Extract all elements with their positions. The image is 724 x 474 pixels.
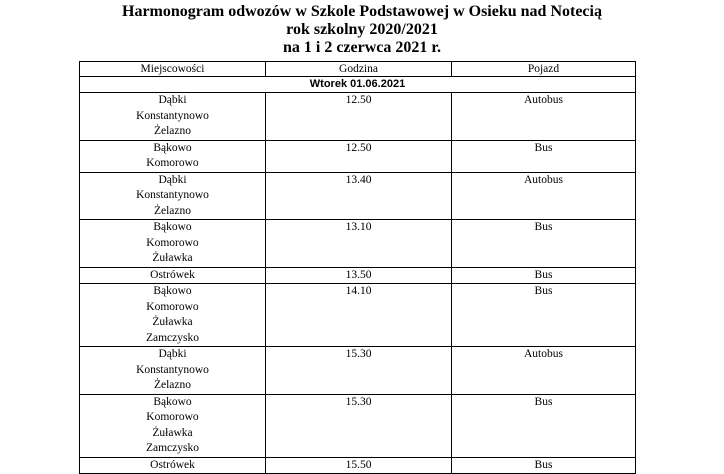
vehicle-cell: Bus [452, 394, 636, 457]
place-name: Żuławka [152, 426, 193, 439]
date-range-subtitle: na 1 i 2 czerwca 2021 r. [282, 39, 442, 56]
table-row [80, 457, 636, 474]
table-row [80, 394, 636, 457]
places-cell [80, 457, 266, 474]
places-cell [80, 267, 266, 284]
place-name: Dąbki [158, 348, 187, 360]
time-cell: 13.10 [266, 220, 452, 268]
places-cell [80, 140, 266, 172]
place-name: Bąkowo [153, 395, 192, 408]
table-row [80, 347, 636, 395]
places-cell [80, 93, 266, 141]
place-name: Zamczysko [145, 442, 199, 454]
time-cell: 12.50 [266, 140, 452, 172]
place-name: Komorowo [146, 300, 199, 313]
place-name: Żelazno [153, 379, 192, 391]
table-row [80, 284, 636, 347]
place-name: Ostrówek [150, 458, 195, 471]
places-cell [80, 394, 266, 457]
table-row [80, 140, 636, 172]
vehicle-cell: Autobus [452, 172, 636, 220]
day-heading-row [80, 77, 636, 93]
time-cell: 15.50 [266, 457, 452, 474]
vehicle-cell: Bus [452, 267, 636, 284]
place-name: Żuławka [152, 316, 193, 328]
place-name: Komorowo [146, 411, 199, 423]
school-year-subtitle: rok szkolny 2020/2021 [286, 21, 438, 38]
column-header-places: Miejscowości [80, 62, 266, 77]
table-header-row [80, 62, 636, 77]
column-header-time: Godzina [266, 62, 452, 77]
place-name: Żelazno [153, 204, 192, 217]
places-cell [80, 284, 266, 347]
time-cell: 15.30 [266, 347, 452, 395]
vehicle-cell: Bus [452, 140, 636, 172]
place-name: Dąbki [158, 173, 187, 186]
places-cell [80, 172, 266, 220]
document-title: Harmonogram odwozów w Szkole Podstawowej w Osieku nad Notecią [122, 3, 602, 20]
table-row [80, 267, 636, 284]
place-name: Komorowo [146, 157, 199, 169]
vehicle-cell: Bus [452, 457, 636, 474]
place-name: Bąkowo [153, 141, 192, 154]
places-cell [80, 220, 266, 268]
vehicle-cell: Bus [452, 220, 636, 268]
time-cell: 13.40 [266, 172, 452, 220]
place-name: Zamczysko [145, 331, 199, 344]
table-row [80, 172, 636, 220]
place-name: Ostrówek [150, 268, 195, 281]
place-name: Dąbki [158, 94, 187, 106]
place-name: Konstantynowo [136, 363, 209, 376]
schedule-table [79, 61, 636, 474]
column-header-vehicle: Pojazd [452, 62, 636, 77]
time-cell: 12.50 [266, 93, 452, 141]
day-heading: Wtorek 01.06.2021 [80, 77, 636, 93]
vehicle-cell: Bus [452, 284, 636, 347]
place-name: Bąkowo [153, 285, 192, 297]
time-cell: 13.50 [266, 267, 452, 284]
places-cell [80, 347, 266, 395]
table-row [80, 220, 636, 268]
vehicle-cell: Autobus [452, 347, 636, 395]
place-name: Konstantynowo [136, 109, 209, 122]
place-name: Konstantynowo [136, 189, 209, 201]
place-name: Komorowo [146, 236, 199, 249]
vehicle-cell: Autobus [452, 93, 636, 141]
table-row [80, 93, 636, 141]
time-cell: 15.30 [266, 394, 452, 457]
place-name: Żuławka [152, 252, 193, 264]
place-name: Żelazno [153, 125, 192, 137]
place-name: Bąkowo [153, 221, 192, 233]
time-cell: 14.10 [266, 284, 452, 347]
